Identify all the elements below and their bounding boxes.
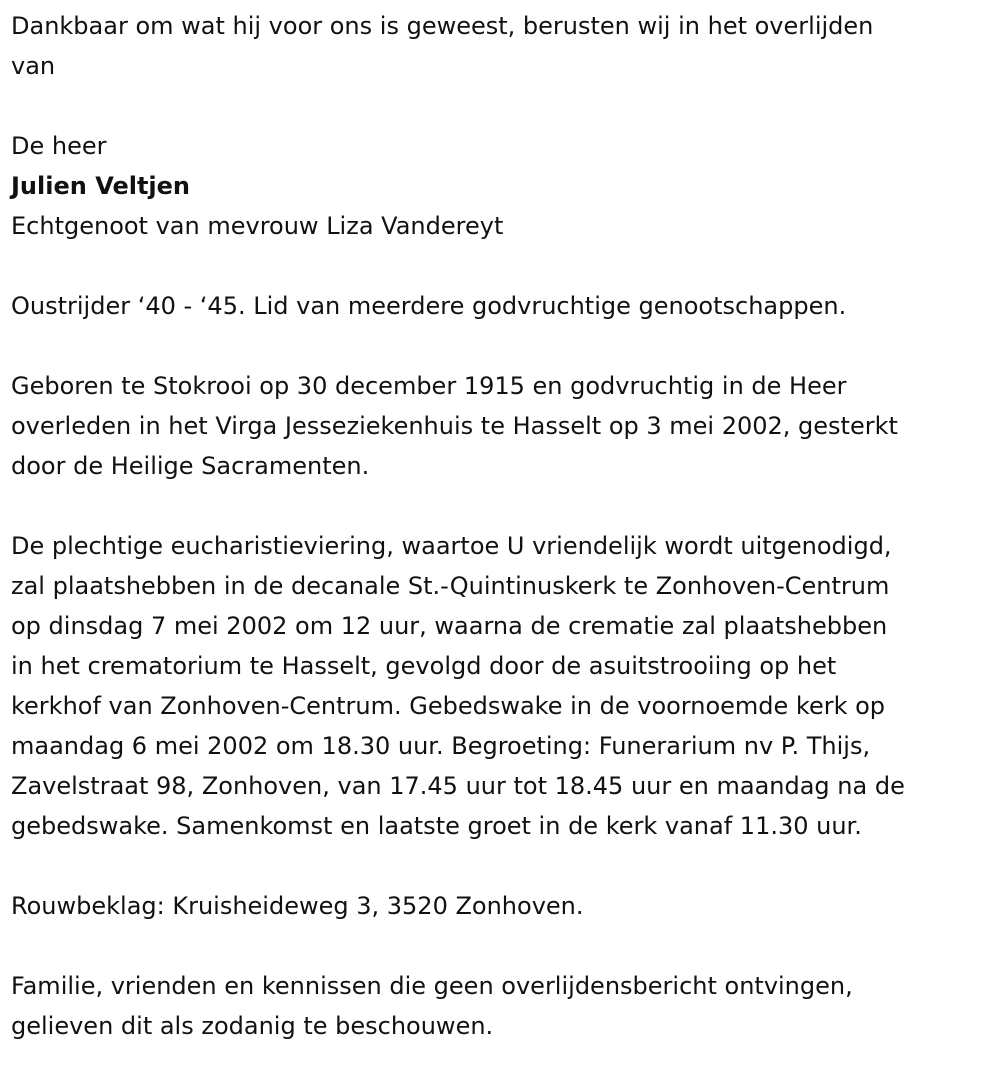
intro-line: Dankbaar om wat hij voor ons is geweest, berusten wij in het overlijden — [11, 12, 874, 40]
ceremony-line: in het crematorium te Hasselt, gevolgd door de asuitstrooiing op het — [11, 652, 837, 680]
closing-line: Familie, vrienden en kennissen die geen overlijdensbericht ontvingen, — [11, 972, 853, 1000]
distinction-paragraph — [11, 286, 990, 326]
distinction-line: Oustrijder ‘40 - ‘45. Lid van meerdere godvruchtige genootschappen. — [11, 292, 847, 320]
birth-death-paragraph — [11, 366, 990, 486]
birth-death-line: overleden in het Virga Jesseziekenhuis te Hasselt op 3 mei 2002, gesterkt — [11, 412, 898, 440]
ceremony-line: op dinsdag 7 mei 2002 om 12 uur, waarna de crematie zal plaatshebben — [11, 612, 888, 640]
closing-paragraph — [11, 966, 990, 1046]
ceremony-line: kerkhof van Zonhoven-Centrum. Gebedswake in de voornoemde kerk op — [11, 692, 886, 720]
ceremony-line: Zavelstraat 98, Zonhoven, van 17.45 uur tot 18.45 uur en maandag na de — [11, 772, 905, 800]
intro-paragraph — [11, 6, 990, 86]
birth-death-line: Geboren te Stokrooi op 30 december 1915 en godvruchtig in de Heer — [11, 372, 847, 400]
ceremony-line: gebedswake. Samenkomst en laatste groet in de kerk vanaf 11.30 uur. — [11, 812, 862, 840]
deceased-title: De heer — [11, 132, 107, 160]
condolences-line: Rouwbeklag: Kruisheideweg 3, 3520 Zonhoven. — [11, 892, 584, 920]
ceremony-line: zal plaatshebben in de decanale St.-Quintinuskerk te Zonhoven-Centrum — [11, 572, 890, 600]
closing-line: gelieven dit als zodanig te beschouwen. — [11, 1012, 494, 1040]
ceremony-paragraph — [11, 526, 990, 846]
ceremony-line: maandag 6 mei 2002 om 18.30 uur. Begroeting: Funerarium nv P. Thijs, — [11, 732, 871, 760]
birth-death-line: door de Heilige Sacramenten. — [11, 452, 370, 480]
condolences-paragraph — [11, 886, 990, 926]
deceased-spouse: Echtgenoot van mevrouw Liza Vandereyt — [11, 212, 504, 240]
deceased-block — [11, 126, 990, 246]
intro-line: van — [11, 52, 56, 80]
ceremony-line: De plechtige eucharistieviering, waartoe U vriendelijk wordt uitgenodigd, — [11, 532, 892, 560]
deceased-name: Julien Veltjen — [11, 172, 191, 200]
